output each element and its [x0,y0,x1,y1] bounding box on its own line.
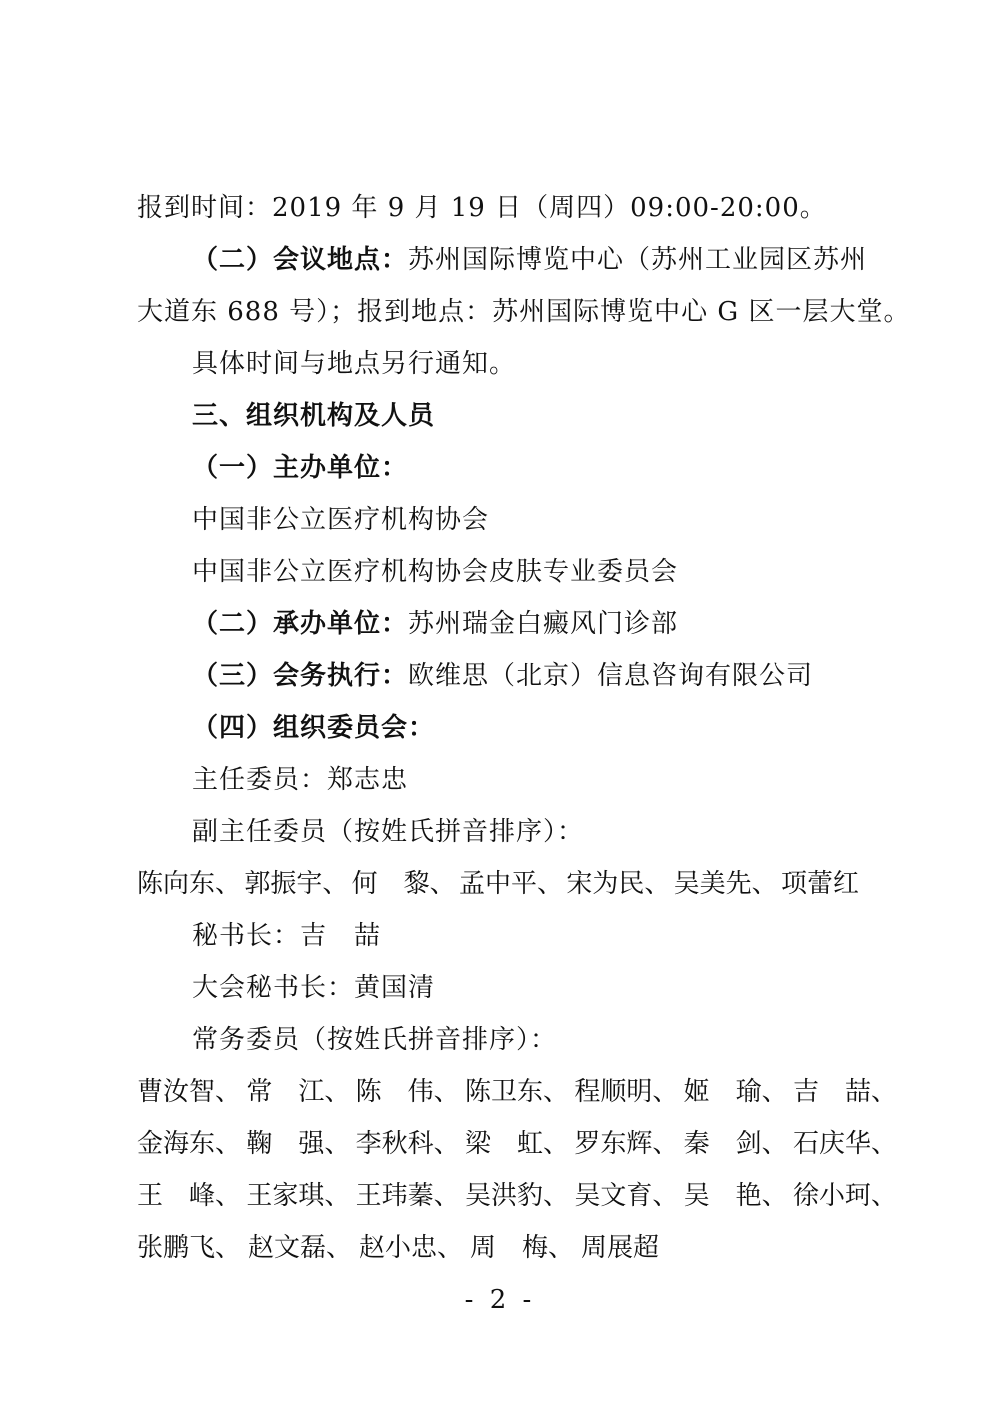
committee-label: （四）组织委员会： [192,713,436,743]
name-item: 常 江、 [246,1077,351,1107]
name-item: 王 峰、 [137,1181,242,1211]
standing-members-row-4 [137,1230,659,1266]
name-item: 徐小珂、 [792,1181,897,1211]
name-item: 孟中平、 [458,869,563,899]
page-number: - 2 - [464,1285,536,1315]
vice-directors-list [137,866,859,902]
executor-line [0,658,1000,694]
name-item: 王玮蓁、 [355,1181,460,1211]
vice-director-heading: 副主任委员（按姓氏拼音排序）： [192,817,585,847]
host-org-2: 中国非公立医疗机构协会皮肤专业委员会 [192,557,679,587]
name-item: 吴 艳、 [683,1181,788,1211]
name-item: 宋为民、 [566,869,671,899]
name-item: 何 黎、 [351,869,456,899]
name-item: 赵文磊、 [247,1233,352,1263]
name-item: 陈卫东、 [464,1077,569,1107]
name-item: 罗东辉、 [574,1129,679,1159]
name-item: 曹汝智、 [137,1077,242,1107]
name-item: 项蕾红 [780,869,859,899]
organizer-label: （二）承办单位： [192,609,409,639]
name-item: 吴美先、 [673,869,778,899]
venue-line-2: 大道东 688 号）；报到地点：苏州国际博览中心 G 区一层大堂。 [137,297,911,327]
host-org-1: 中国非公立医疗机构协会 [192,505,490,535]
venue-line-1 [0,242,1000,278]
name-item: 陈 伟、 [355,1077,460,1107]
name-item: 鞠 强、 [246,1129,351,1159]
director: 主任委员：郑志忠 [192,765,409,795]
organizer-value: 苏州瑞金白癜风门诊部 [408,609,679,639]
executor-value: 欧维思（北京）信息咨询有限公司 [408,661,814,691]
secretary-general: 秘书长：吉 喆 [192,921,382,951]
name-item: 张鹏飞、 [137,1233,242,1263]
organizer-line [0,606,1000,642]
executor-label: （三）会务执行： [192,661,409,691]
name-item: 吴文育、 [574,1181,679,1211]
name-item: 赵小忠、 [358,1233,463,1263]
registration-time: 报到时间：2019 年 9 月 19 日（周四）09:00-20:00。 [137,193,827,223]
name-item: 周 梅、 [469,1233,574,1263]
name-item: 程顺明、 [574,1077,679,1107]
standing-members-row-2 [137,1126,897,1162]
name-item: 梁 虹、 [464,1129,569,1159]
name-item: 吴洪豹、 [464,1181,569,1211]
host-label: （一）主办单位： [192,453,409,483]
name-item: 石庆华、 [792,1129,897,1159]
name-item: 王家琪、 [246,1181,351,1211]
name-item: 秦 剑、 [683,1129,788,1159]
notice-text: 具体时间与地点另行通知。 [192,349,517,379]
section-three-title: 三、组织机构及人员 [192,401,436,431]
name-item: 郭振宇、 [244,869,349,899]
conference-secretary: 大会秘书长：黄国清 [192,973,436,1003]
venue-label: （二）会议地点： [192,245,409,275]
name-item: 吉 喆、 [792,1077,897,1107]
standing-members-row-1 [137,1074,897,1110]
name-item: 姬 瑜、 [683,1077,788,1107]
name-item: 李秋科、 [355,1129,460,1159]
name-item: 陈向东、 [137,869,242,899]
standing-members-heading: 常务委员（按姓氏拼音排序）： [192,1025,558,1055]
standing-members-row-3 [137,1178,897,1214]
name-item: 金海东、 [137,1129,242,1159]
venue-value: 苏州国际博览中心（苏州工业园区苏州 [408,245,868,275]
name-item: 周展超 [580,1233,659,1263]
